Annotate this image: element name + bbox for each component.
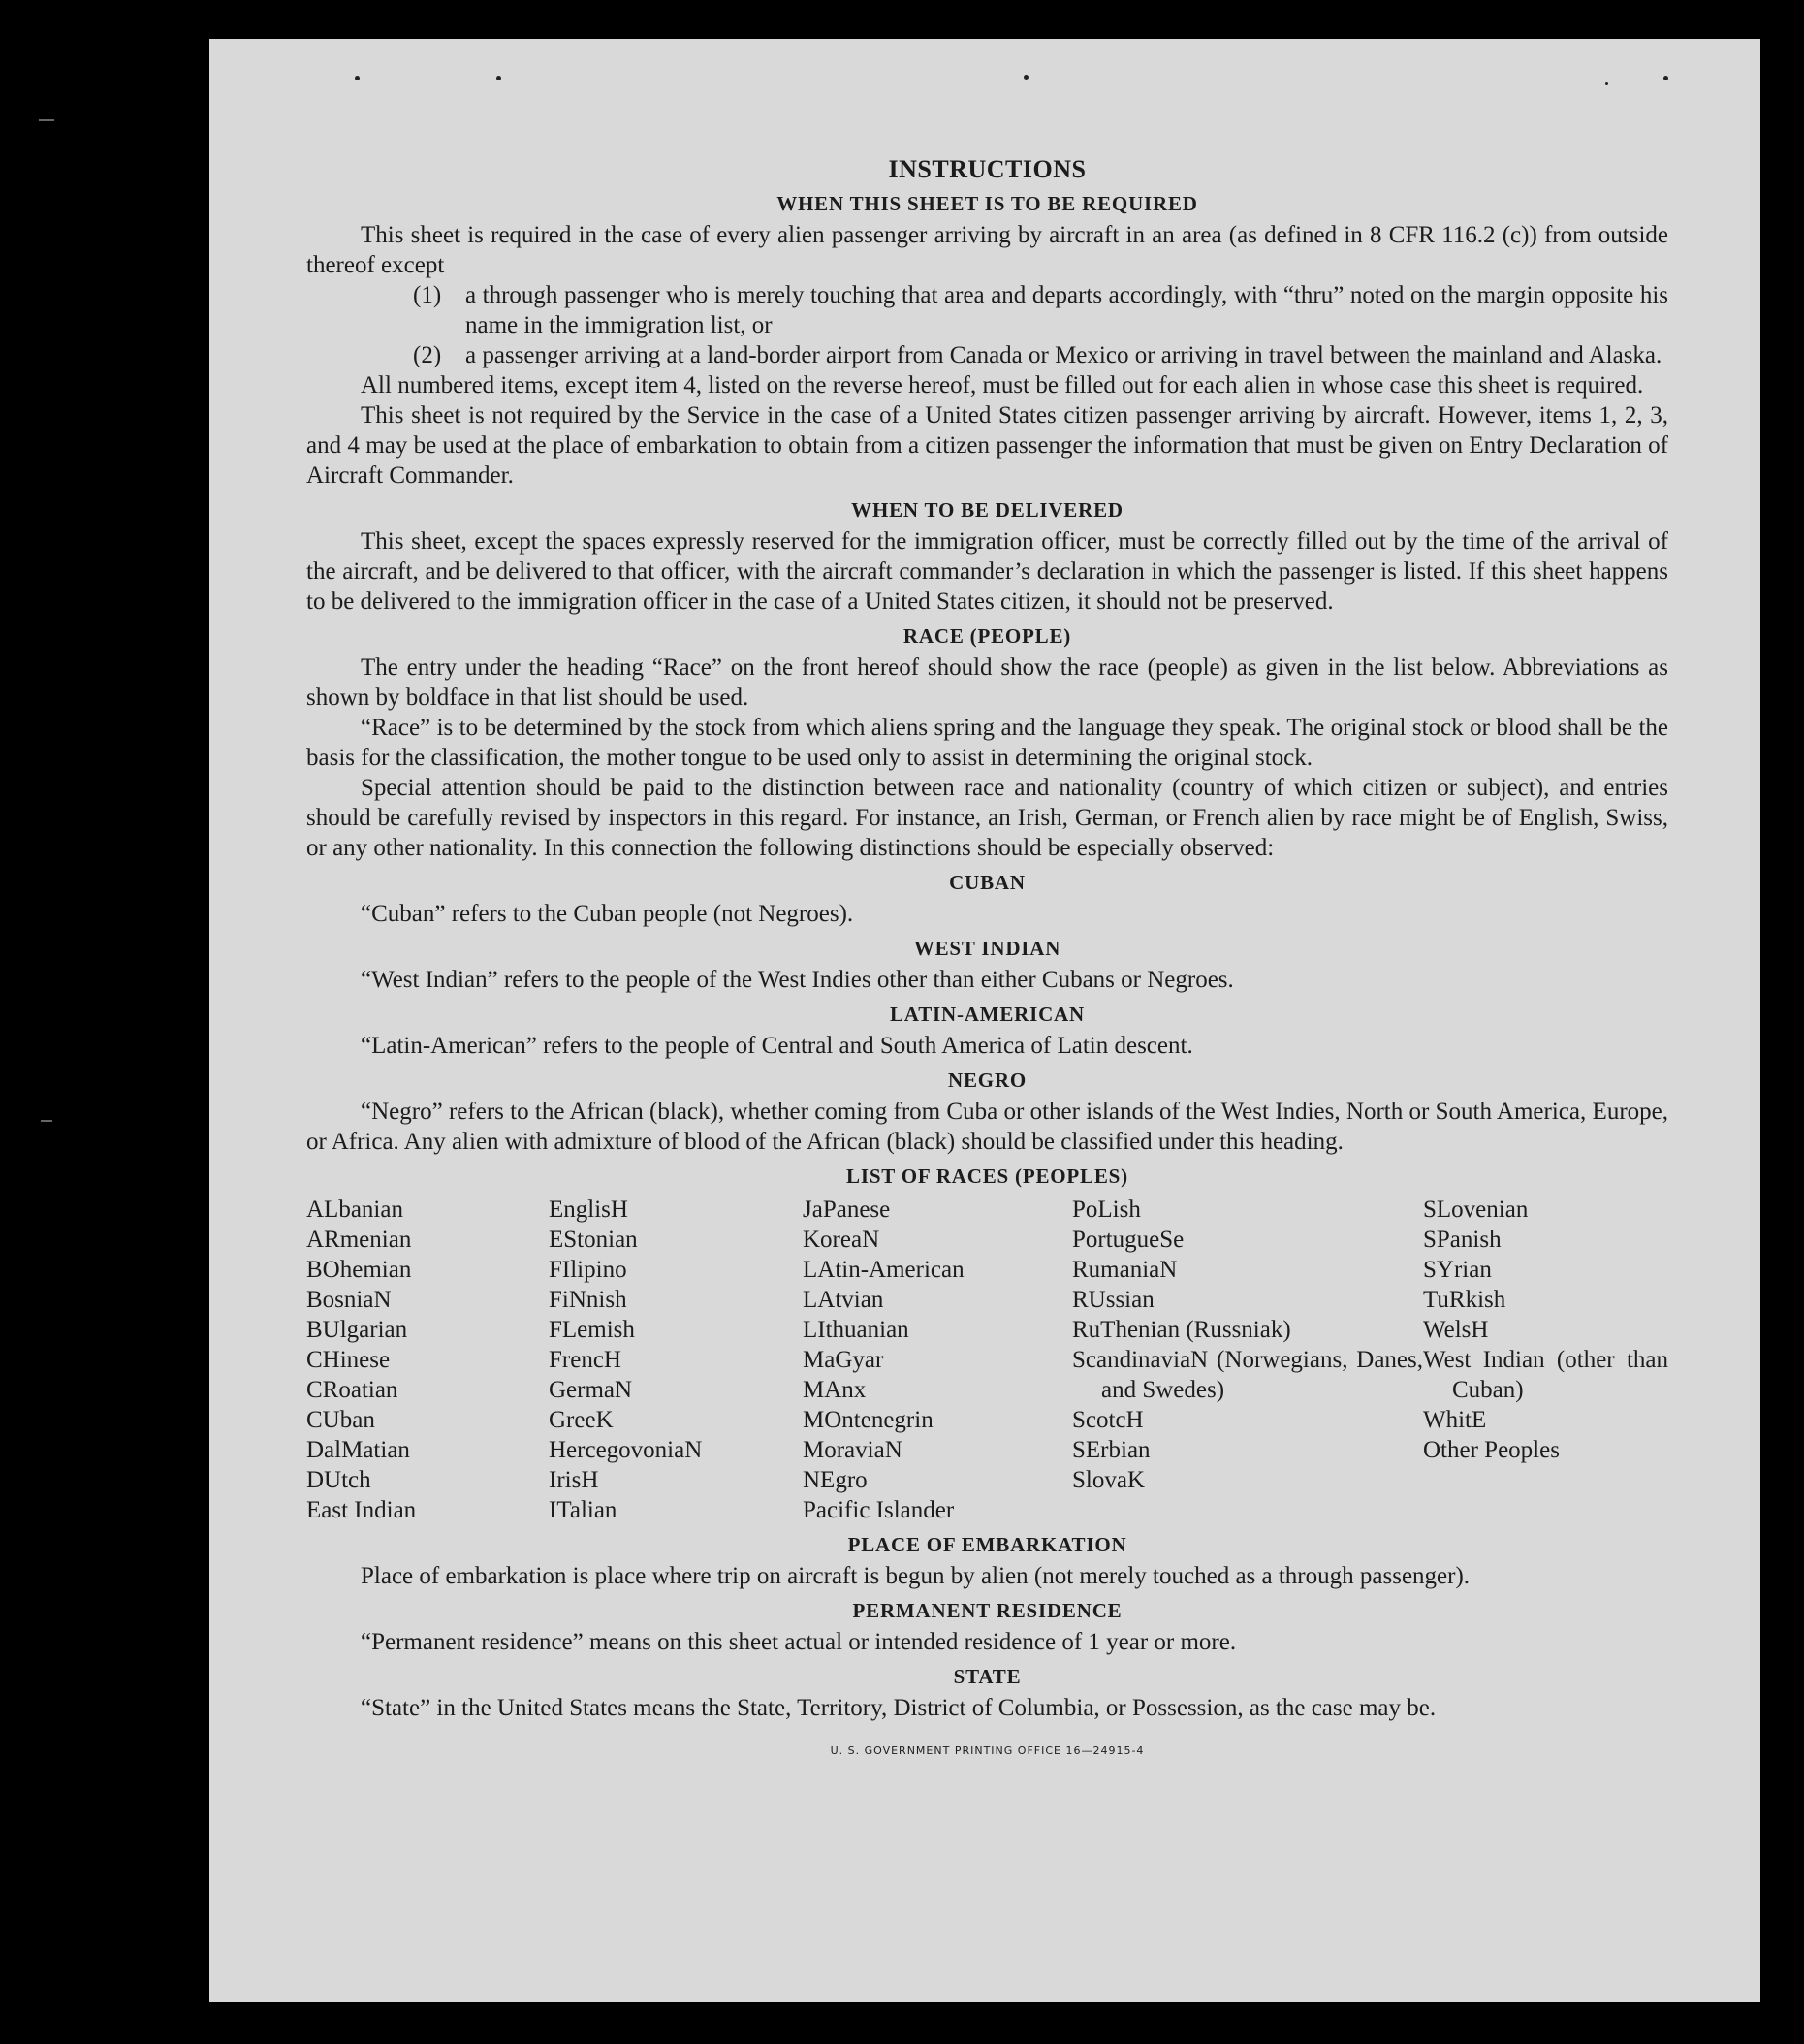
race-entry: ALbanian <box>306 1197 403 1223</box>
race-entry: PoLish <box>1072 1197 1141 1223</box>
race-entry: JaPanese <box>803 1197 891 1223</box>
races-column-5 <box>1423 1195 1668 1525</box>
distinction-west-indian: “West Indian” refers to the people of the West Indies other than either Cubans or Negroes. <box>361 967 1234 993</box>
race-entry: EStonian <box>549 1227 638 1253</box>
race-entry: BOhemian <box>306 1257 412 1283</box>
race-paragraph-3: Special attention should be paid to the distinction between race and nationality (country of which citizen or subject), and entries should be carefully revised by inspectors in this regard. For instance, an Irish, German, or French alien by race might be of English, Swiss, or any other nationality. In this connection the following distinctions should be especially observed: <box>306 775 1668 861</box>
race-entry: GermaN <box>549 1377 633 1403</box>
race-entry: BUlgarian <box>306 1317 408 1343</box>
races-table <box>306 1195 1668 1525</box>
race-entry: ScandinaviaN (Norwegians, Danes, and Swedes) <box>1072 1347 1423 1403</box>
heading-latin-american: LATIN-AMERICAN <box>890 1003 1085 1026</box>
race-entry: West Indian (other than Cuban) <box>1423 1347 1668 1403</box>
race-entry: DalMatian <box>306 1437 410 1463</box>
heading-cuban: CUBAN <box>949 871 1026 894</box>
race-entry: NEgro <box>803 1467 868 1493</box>
race-entry: Pacific Islander <box>803 1497 955 1523</box>
race-entry: HercegovoniaN <box>549 1437 703 1463</box>
races-column-2 <box>549 1195 803 1525</box>
exception-number: (1) <box>413 282 442 308</box>
document-page <box>209 39 1760 2002</box>
race-entry: CHinese <box>306 1347 391 1373</box>
printing-office-footer: U. S. GOVERNMENT PRINTING OFFICE 16—24915-4 <box>830 1744 1145 1757</box>
race-entry: BosniaN <box>306 1287 392 1313</box>
heading-state: STATE <box>953 1665 1022 1688</box>
race-entry: DUtch <box>306 1467 371 1493</box>
delivered-paragraph: This sheet, except the spaces expressly reserved for the immigration officer, must be correctly filled out by the time of the arrival of the aircraft, and be delivered to that officer, with the aircraft commander’s declaration in which the passenger is listed. If this sheet happens to be delivered to the immigration officer in the case of a United States citizen, it should not be preserved. <box>306 528 1668 615</box>
race-entry: RUssian <box>1072 1287 1155 1313</box>
distinction-latin-american: “Latin-American” refers to the people of Central and South America of Latin descent. <box>361 1033 1193 1059</box>
race-entry: FIlipino <box>549 1257 627 1283</box>
race-entry: MOntenegrin <box>803 1407 934 1433</box>
heading-permanent-residence: PERMANENT RESIDENCE <box>852 1599 1123 1622</box>
exception-number: (2) <box>413 342 442 368</box>
race-entry: ITalian <box>549 1497 617 1523</box>
exception-text: a through passenger who is merely touching that area and departs accordingly, with “thru” noted on the margin opposite his name in the immigration list, or <box>465 282 1668 338</box>
races-column-1 <box>306 1195 549 1525</box>
exception-text: a passenger arriving at a land-border airport from Canada or Mexico or arriving in travel between the mainland and Alaska. <box>465 342 1662 368</box>
race-entry: RuThenian (Russniak) <box>1072 1317 1291 1343</box>
embarkation-paragraph: Place of embarkation is place where trip on aircraft is begun by alien (not merely touched as a through passenger). <box>361 1563 1471 1589</box>
race-entry: FrencH <box>549 1347 621 1373</box>
race-entry: SlovaK <box>1072 1467 1145 1493</box>
race-entry: SPanish <box>1423 1227 1502 1253</box>
required-paragraph-3: This sheet is not required by the Service in the case of a United States citizen passenger arriving by aircraft. However, items 1, 2, 3, and 4 may be used at the place of embarkation to obtain from a citizen passenger the information that must be given on Entry Declaration of Aircraft Commander. <box>306 402 1668 489</box>
race-entry: CRoatian <box>306 1377 398 1403</box>
residence-paragraph: “Permanent residence” means on this sheet actual or intended residence of 1 year or more. <box>361 1629 1237 1655</box>
heading-when-required: WHEN THIS SHEET IS TO BE REQUIRED <box>776 192 1198 215</box>
heading-west-indian: WEST INDIAN <box>913 937 1061 960</box>
race-entry: WelsH <box>1423 1317 1489 1343</box>
race-entry: SLovenian <box>1423 1197 1529 1223</box>
race-entry: IrisH <box>549 1467 599 1493</box>
document-title: INSTRUCTIONS <box>888 155 1087 183</box>
exception-item-1 <box>413 280 1668 340</box>
race-entry: LIthuanian <box>803 1317 909 1343</box>
race-paragraph-2: “Race” is to be determined by the stock from which aliens spring and the language they speak. The original stock or blood shall be the basis for the classification, the mother tongue to be used only to assist in determining the original stock. <box>306 715 1668 771</box>
heading-list-of-races: LIST OF RACES (PEOPLES) <box>846 1165 1128 1188</box>
heading-race: RACE (PEOPLE) <box>902 624 1072 648</box>
race-entry: CUban <box>306 1407 375 1433</box>
race-entry: FLemish <box>549 1317 635 1343</box>
races-column-4 <box>1072 1195 1423 1525</box>
heading-when-delivered: WHEN TO BE DELIVERED <box>851 498 1124 522</box>
race-entry: SErbian <box>1072 1437 1151 1463</box>
required-paragraph-2: All numbered items, except item 4, listed on the reverse hereof, must be filled out for each alien in whose case this sheet is required. <box>361 372 1644 399</box>
races-column-3 <box>803 1195 1072 1525</box>
race-entry: FiNnish <box>549 1287 627 1313</box>
race-entry: ScotcH <box>1072 1407 1144 1433</box>
race-entry: East Indian <box>306 1497 417 1523</box>
heading-place-of-embarkation: PLACE OF EMBARKATION <box>847 1533 1127 1556</box>
race-entry: TuRkish <box>1423 1287 1506 1313</box>
race-entry: ARmenian <box>306 1227 412 1253</box>
exception-item-2 <box>413 340 1668 370</box>
race-entry: KoreaN <box>803 1227 880 1253</box>
race-entry: MAnx <box>803 1377 867 1403</box>
race-entry: LAtin-American <box>803 1257 965 1283</box>
race-entry: Other Peoples <box>1423 1437 1560 1463</box>
race-entry: RumaniaN <box>1072 1257 1178 1283</box>
race-entry: PortugueSe <box>1072 1227 1185 1253</box>
race-entry: SYrian <box>1423 1257 1492 1283</box>
race-entry: LAtvian <box>803 1287 884 1313</box>
race-paragraph-1: The entry under the heading “Race” on the front hereof should show the race (people) as given in the list below. Abbreviations as shown by boldface in that list should be used. <box>306 655 1668 711</box>
race-entry: MoraviaN <box>803 1437 902 1463</box>
required-intro: This sheet is required in the case of every alien passenger arriving by aircraft in an area (as defined in 8 CFR 116.2 (c)) from outside thereof except <box>306 222 1668 278</box>
distinction-negro: “Negro” refers to the African (black), whether coming from Cuba or other islands of the West Indies, North or South America, Europe, or Africa. Any alien with admixture of blood of the African (black) should be classified under this heading. <box>306 1099 1668 1155</box>
state-paragraph: “State” in the United States means the State, Territory, District of Columbia, or Possession, as the case may be. <box>361 1695 1437 1721</box>
race-entry: MaGyar <box>803 1347 884 1373</box>
race-entry: EnglisH <box>549 1197 628 1223</box>
distinction-cuban: “Cuban” refers to the Cuban people (not Negroes). <box>361 901 854 927</box>
race-entry: GreeK <box>549 1407 614 1433</box>
heading-negro: NEGRO <box>947 1069 1027 1092</box>
race-entry: WhitE <box>1423 1407 1487 1433</box>
